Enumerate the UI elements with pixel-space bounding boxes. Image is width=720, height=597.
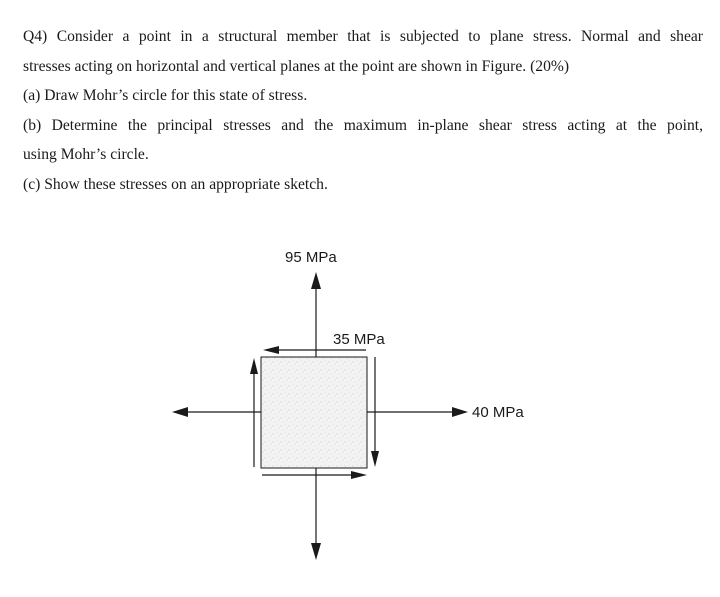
normal-stress-horizontal-label: 40 MPa <box>472 404 524 421</box>
normal-stress-right-arrow <box>367 407 468 417</box>
question-part-a: (a) Draw Mohr’s circle for this state of stress. <box>23 87 308 104</box>
normal-stress-vertical-label: 95 MPa <box>285 249 337 266</box>
normal-stress-top-arrow <box>311 272 321 357</box>
normal-stress-left-arrow <box>172 407 261 417</box>
stress-element <box>261 357 367 468</box>
shear-stress-bottom-arrow <box>262 471 367 479</box>
question-line-1: Q4) Consider a point in a structural member that is subjected to plane stress. Normal and shear <box>23 28 703 45</box>
question-part-b-line-2: using Mohr’s circle. <box>23 146 149 163</box>
question-line-2: stresses acting on horizontal and vertical planes at the point are shown in Figure. (20%) <box>23 57 570 75</box>
question-part-b-line-1: (b) Determine the principal stresses and the maximum in-plane shear stress acting at the point, <box>23 116 703 134</box>
shear-stress-label: 35 MPa <box>333 331 385 348</box>
question-part-c: (c) Show these stresses on an appropriate sketch. <box>23 175 328 193</box>
normal-stress-bottom-arrow <box>311 468 321 560</box>
